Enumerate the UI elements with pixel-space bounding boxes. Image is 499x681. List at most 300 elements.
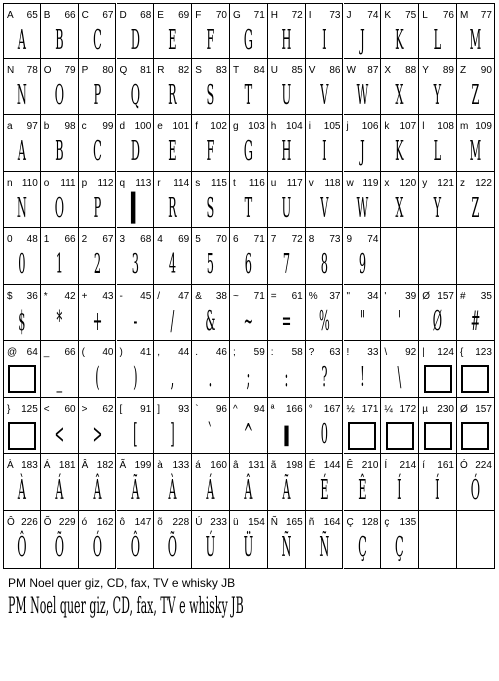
glyph-cell [230,511,268,569]
glyph-cell-label: P [81,65,89,76]
glyph-cell [3,285,41,341]
glyph-cell-code: 114 [173,178,190,189]
glyph-cell-code: 112 [97,178,114,189]
glyph-cell-code: 107 [399,121,417,132]
glyph-cell-code: 102 [210,121,227,132]
glyph-cell-label: Ø [422,291,430,302]
glyph-sample: Õ [54,532,64,563]
glyph-cell-label: Ç [346,517,354,528]
glyph-cell-code: 34 [367,291,379,302]
glyph-cell-code: 182 [96,460,114,471]
glyph-sample: ? [321,362,328,393]
glyph-cell-label: k [384,121,390,132]
glyph-cell [268,454,306,511]
glyph-cell-label: ? [308,347,315,358]
glyph-cell [154,511,192,569]
glyph-cell [419,511,457,569]
glyph-cell [41,398,79,454]
glyph-cell-code: 103 [248,121,265,132]
glyph-cell-label: â [233,460,239,471]
glyph-sample: Ç [395,532,405,563]
missing-glyph-box [419,420,456,450]
glyph-cell-label: - [119,291,123,302]
glyph-cell-label: Q [119,65,128,76]
glyph-cell-code: 92 [405,347,417,358]
glyph-cell-code: 66 [64,347,76,358]
glyph-cell-label: õ [157,517,163,528]
glyph-sample: F [206,25,215,56]
glyph-cell-code: 61 [291,291,303,302]
glyph-cell-label: ª [270,404,275,415]
glyph-cell-code: 74 [367,234,379,245]
glyph-cell-code: 69 [178,234,190,245]
glyph-cell-code: 113 [135,178,152,189]
glyph-sample: Ç [357,532,367,563]
glyph-sample: _ [56,362,63,393]
glyph-cell-label: 6 [233,234,239,245]
glyph-sample: Q [130,80,140,111]
glyph-cell-code: 66 [64,234,76,245]
glyph-cell-code: 47 [178,291,190,302]
glyph-cell-code: 128 [361,517,379,528]
glyph-sample: ! [359,362,365,393]
glyph-sample: L [433,25,442,56]
glyph-cell [306,172,344,228]
glyph-cell-label: | [422,347,425,358]
glyph-cell [117,341,155,398]
glyph-sample: R [168,193,178,224]
glyph-cell-code: 63 [329,347,341,358]
glyph-cell-label: b [43,121,50,132]
glyph-cell [419,398,457,454]
glyph-cell-label: v [308,178,314,189]
glyph-cell-code: 87 [367,65,379,76]
glyph-sample: Y [433,80,442,111]
glyph-cell-code: 118 [324,178,341,189]
glyph-cell-label: ½ [346,404,355,415]
glyph-sample: > [92,419,102,450]
glyph-cell-label: [ [119,404,123,415]
glyph-cell-code: 233 [210,517,227,528]
glyph-sample: W [356,193,368,224]
glyph-cell [230,285,268,341]
glyph-cell [117,398,155,454]
glyph-cell [79,341,117,398]
glyph-cell-label: G [233,10,241,21]
glyph-sample: ▌ [130,193,140,224]
glyph-cell-code: 71 [253,234,265,245]
glyph-cell-label: & [195,291,202,302]
glyph-cell [344,454,382,511]
glyph-cell [117,454,155,511]
glyph-cell [230,398,268,454]
glyph-cell-label: c [81,121,87,132]
glyph-sample: B [55,136,64,167]
glyph-cell [381,454,419,511]
glyph-cell [457,3,495,59]
glyph-cell [3,172,41,228]
glyph-cell-code: 74 [367,10,379,21]
glyph-sample: ` [207,419,214,450]
glyph-sample: 7 [282,249,290,280]
glyph-sample: O [54,193,64,224]
glyph-cell [3,341,41,398]
glyph-cell [230,228,268,285]
glyph-cell-code: 108 [437,121,454,132]
glyph-cell-code: 97 [26,121,38,132]
glyph-cell-code: 91 [140,404,152,415]
glyph-cell-label: Ã [119,460,127,471]
glyph-sample: 3 [131,249,139,280]
glyph-cell-label: x [384,178,390,189]
glyph-cell [457,341,495,398]
glyph-cell-code: 166 [286,404,303,415]
glyph-cell-label: 9 [346,234,353,245]
glyph-cell [344,59,382,115]
glyph-cell-code: 164 [323,517,341,528]
glyph-cell-code: 172 [399,404,417,415]
glyph-cell-label: ] [157,404,161,415]
glyph-cell-code: 41 [140,347,152,358]
glyph-cell-code: 76 [442,10,454,21]
glyph-cell-code: 124 [437,347,454,358]
glyph-cell [41,115,79,172]
glyph-sample: Õ [168,532,178,563]
glyph-cell-label: s [195,178,201,189]
glyph-cell-label: t [233,178,236,189]
glyph-sample: X [395,193,404,224]
glyph-cell-code: 121 [437,178,454,189]
glyph-sample: \ [397,362,402,393]
glyph-cell-label: W [346,65,356,76]
glyph-cell [117,285,155,341]
glyph-cell-label: À [7,460,14,471]
glyph-cell [306,228,344,285]
glyph-sample: K [395,136,405,167]
glyph-cell-code: 161 [437,460,454,471]
glyph-cell-code: 79 [64,65,76,76]
glyph-cell [344,398,382,454]
glyph-cell-code: 86 [329,65,341,76]
glyph-cell-label: E [157,10,164,21]
glyph-sample: 1 [55,249,63,280]
glyph-sample: Ø [432,306,443,337]
glyph-cell-label: o [43,178,50,189]
glyph-cell-label: S [195,65,202,76]
glyph-cell [192,228,230,285]
glyph-cell-code: 73 [329,234,341,245]
glyph-cell [41,3,79,59]
glyph-cell-code: 228 [172,517,190,528]
glyph-cell-label: F [195,10,202,21]
glyph-cell [419,228,457,285]
glyph-cell-label: $ [7,291,13,302]
glyph-sample: 4 [169,249,177,280]
glyph-cell [41,511,79,569]
glyph-cell [154,341,192,398]
glyph-cell-code: 84 [253,65,265,76]
glyph-cell-code: 101 [172,121,190,132]
glyph-cell-label: Z [460,65,467,76]
glyph-sample: É [319,475,329,506]
glyph-cell-code: 58 [291,347,303,358]
glyph-cell-code: 119 [362,178,379,189]
glyph-cell-code: 104 [286,121,303,132]
glyph-cell-label: _ [43,347,50,358]
glyph-cell-label: ç [384,517,390,528]
glyph-sample: À [168,475,177,506]
glyph-cell-label: h [270,121,277,132]
glyph-cell-label: r [157,178,161,189]
glyph-cell-label: @ [7,347,18,358]
glyph-cell [117,172,155,228]
glyph-cell-label: q [119,178,126,189]
glyph-cell [192,398,230,454]
missing-glyph-box [457,363,494,393]
glyph-cell-label: á [195,460,201,471]
glyph-cell-label: É [308,460,316,471]
glyph-sample: K [395,25,405,56]
glyph-cell [268,115,306,172]
glyph-cell [381,59,419,115]
glyph-cell-label: X [384,65,392,76]
glyph-cell-code: 120 [399,178,417,189]
glyph-cell-code: 66 [64,10,76,21]
glyph-sample: Ó [470,475,481,506]
glyph-cell-code: 80 [102,65,114,76]
glyph-sample: & [205,306,216,337]
glyph-cell-label: ; [233,347,236,358]
glyph-cell-code: 100 [134,121,152,132]
glyph-cell-label: U [270,65,279,76]
glyph-cell-label: H [270,10,279,21]
glyph-sample: X [395,80,404,111]
glyph-cell [192,285,230,341]
glyph-sample: D [130,136,140,167]
glyph-cell-label: Á [43,460,51,471]
glyph-sample: Z [471,80,480,111]
glyph-cell-label: ã [270,460,277,471]
glyph-cell [381,285,419,341]
glyph-cell-label: y [422,178,428,189]
glyph-cell-code: 181 [58,460,76,471]
glyph-cell [419,115,457,172]
glyph-cell-label: 0 [7,234,13,245]
glyph-cell-label: ! [346,347,350,358]
glyph-sample: Ñ [319,532,330,563]
glyph-cell-label: Í [384,460,388,471]
glyph-sample: Z [471,193,480,224]
glyph-sample: 0 [320,419,328,450]
glyph-cell-code: 160 [210,460,227,471]
glyph-cell-code: 60 [64,404,76,415]
glyph-sample: Ã [282,475,291,506]
glyph-cell-label: " [346,291,351,302]
glyph-cell [419,172,457,228]
glyph-cell [192,115,230,172]
glyph-cell [79,398,117,454]
glyph-sample: M [469,25,482,56]
glyph-cell [344,172,382,228]
glyph-cell-label: Y [422,65,429,76]
glyph-cell-label: Ê [346,460,354,471]
glyph-cell [41,172,79,228]
glyph-cell [41,59,79,115]
glyph-sample: V [319,80,329,111]
glyph-cell-code: 144 [323,460,341,471]
glyph-cell-code: 109 [475,121,492,132]
glyph-cell-label: / [157,291,161,302]
glyph-sample: Â [92,475,102,506]
glyph-sample: P [93,80,101,111]
glyph-cell-code: 45 [140,291,152,302]
glyph-sample: I [321,25,327,56]
glyph-cell-code: 115 [211,178,227,189]
glyph-cell-code: 105 [323,121,341,132]
glyph-cell-label: N [7,65,15,76]
glyph-cell [344,511,382,569]
glyph-cell-code: 183 [21,460,38,471]
glyph-cell-code: 157 [437,291,454,302]
glyph-cell-code: 98 [64,121,76,132]
glyph-sample: % [318,306,330,337]
glyph-cell-label: V [308,65,316,76]
glyph-cell [192,511,230,569]
glyph-cell-code: 81 [140,65,152,76]
glyph-cell-label: f [195,121,198,132]
glyph-sample: J [359,25,365,56]
glyph-cell [192,341,230,398]
glyph-cell-label: Ñ [270,517,279,528]
glyph-cell-label: 5 [195,234,201,245]
glyph-cell [154,59,192,115]
glyph-sample: Â [244,475,253,506]
glyph-cell-code: 77 [480,10,492,21]
glyph-sample: Ñ [281,532,292,563]
glyph-cell-label: l [422,121,425,132]
glyph-cell-label: L [422,10,428,21]
glyph-sample: T [244,80,253,111]
glyph-sample: D [130,25,140,56]
glyph-sample: ] [170,419,175,450]
glyph-cell [3,115,41,172]
glyph-sample: [ [132,419,138,450]
glyph-cell-label: ü [233,517,239,528]
glyph-cell [344,228,382,285]
glyph-sample: = [281,306,291,337]
glyph-cell-code: 88 [405,65,417,76]
glyph-cell-code: 82 [178,65,190,76]
glyph-cell-label: } [7,404,11,415]
glyph-cell-label: ` [195,404,199,415]
glyph-cell [381,3,419,59]
glyph-cell [457,59,495,115]
glyph-cell [41,454,79,511]
glyph-cell [381,511,419,569]
glyph-cell [268,398,306,454]
glyph-cell-code: 73 [329,10,341,21]
glyph-cell [381,115,419,172]
glyph-cell [457,228,495,285]
glyph-sample: E [168,25,177,56]
glyph-cell-code: 106 [361,121,379,132]
missing-glyph-box [419,363,456,393]
glyph-sample: R [168,80,178,111]
character-map-grid [3,3,495,569]
glyph-cell-label: n [7,178,13,189]
glyph-cell [457,398,495,454]
glyph-cell-label: + [81,291,88,302]
glyph-cell-code: 70 [215,10,227,21]
sample-text-plain: PM Noel quer giz, CD, fax, TV e whisky JB [8,576,236,590]
glyph-sample: Ê [357,475,367,506]
glyph-cell-code: 198 [286,460,303,471]
glyph-cell [154,115,192,172]
glyph-cell-label: a [7,121,13,132]
glyph-cell-code: 37 [329,291,341,302]
glyph-sample: S [206,193,215,224]
glyph-sample: U [281,80,292,111]
glyph-cell-code: 154 [248,517,265,528]
glyph-cell [306,454,344,511]
glyph-sample: , [170,362,175,393]
glyph-sample: Á [55,475,64,506]
glyph-cell-label: : [270,347,274,358]
glyph-cell [192,454,230,511]
glyph-cell-label: i [308,121,311,132]
glyph-sample: ' [398,306,402,337]
glyph-cell-code: 48 [26,234,38,245]
glyph-cell [457,285,495,341]
glyph-cell-label: u [270,178,277,189]
glyph-cell-label: ( [81,347,85,358]
glyph-cell-label: K [384,10,392,21]
glyph-cell-label: m [460,121,469,132]
glyph-sample: * [56,306,63,337]
glyph-cell [268,228,306,285]
glyph-cell-label: , [157,347,161,358]
glyph-cell-code: 89 [442,65,454,76]
glyph-cell-code: 90 [480,65,492,76]
glyph-sample: Y [433,193,442,224]
glyph-cell-label: ó [81,517,88,528]
glyph-cell-label: I [308,10,312,21]
glyph-sample: . [208,362,213,393]
glyph-cell-label: Ô [7,517,15,528]
glyph-cell-label: D [119,10,127,21]
glyph-sample: : [284,362,289,393]
glyph-cell [306,115,344,172]
glyph-cell [3,3,41,59]
glyph-sample: ~ [243,306,254,337]
glyph-cell-label: Ú [195,517,203,528]
glyph-sample: A [17,25,26,56]
glyph-sample: Ô [17,532,27,563]
glyph-cell-code: 171 [361,404,379,415]
glyph-cell [381,172,419,228]
glyph-cell-label: 8 [308,234,315,245]
glyph-sample: H [281,136,292,167]
glyph-sample: Ã [130,475,139,506]
glyph-cell [3,454,41,511]
glyph-cell-code: 111 [60,178,76,189]
glyph-sample: L [433,136,442,167]
glyph-sample: ▮ [283,419,290,450]
glyph-sample: ) [132,362,138,393]
glyph-cell [419,454,457,511]
glyph-sample: B [55,25,64,56]
glyph-cell-label: g [233,121,239,132]
